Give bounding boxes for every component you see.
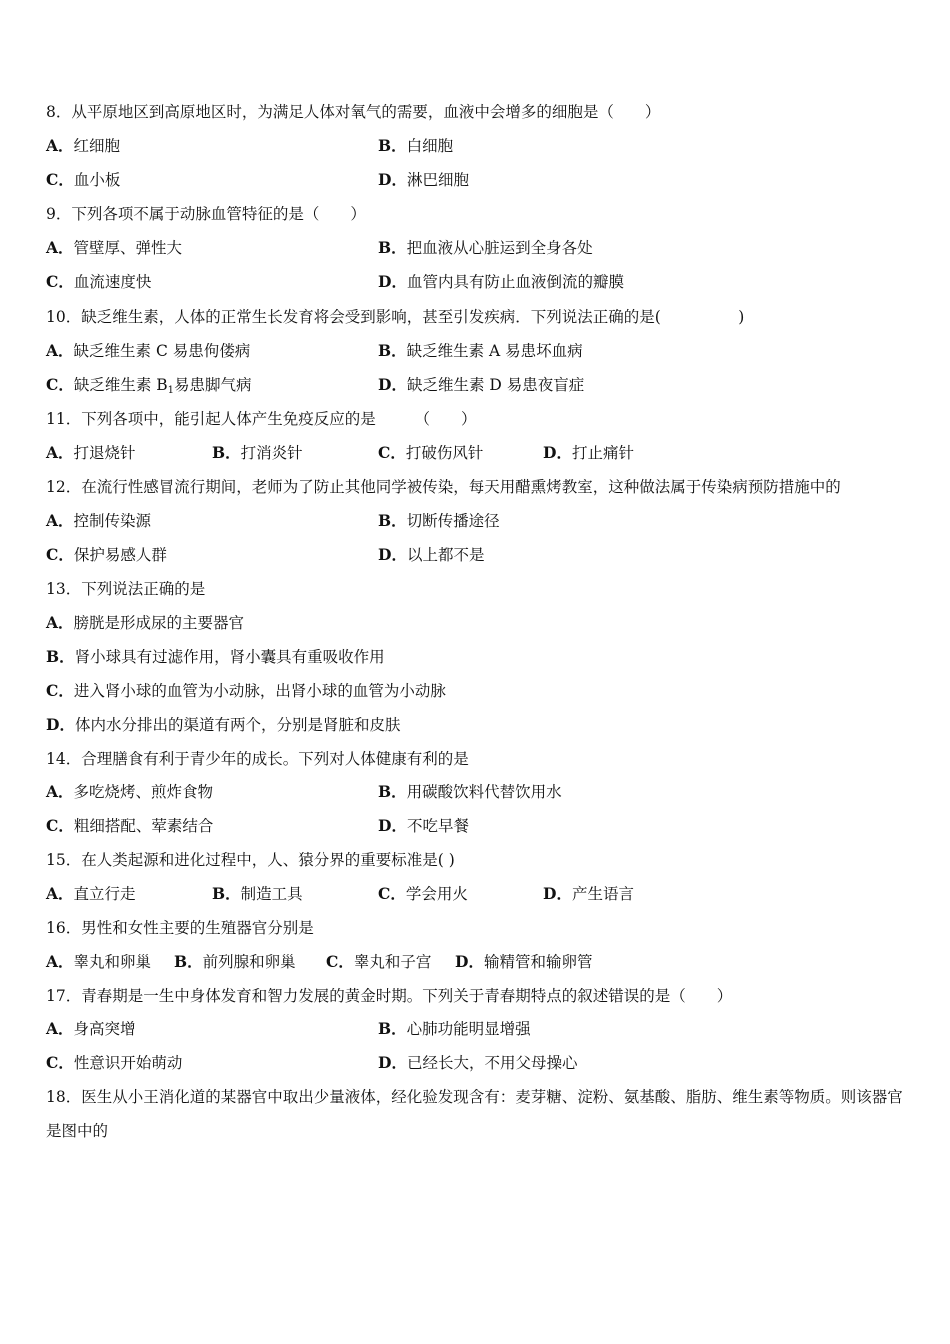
q13-option-d: D．体内水分排出的渠道有两个，分别是肾脏和皮肤	[46, 715, 401, 734]
q15-option-c: C．学会用火	[378, 884, 468, 903]
q9-option-b: B．把血液从心脏运到全身各处	[378, 238, 593, 257]
q13-option-b: B．肾小球具有过滤作用，肾小囊具有重吸收作用	[46, 647, 385, 666]
question-15-stem: 15．在人类起源和进化过程中，人、猿分界的重要标准是( )	[46, 851, 455, 869]
q11-option-d: D．打止痛针	[543, 443, 634, 462]
q16-option-c: C．睾丸和子宫	[326, 952, 432, 971]
q14-option-b: B．用碳酸饮料代替饮用水	[378, 782, 562, 801]
q9-option-c: C．血流速度快	[46, 272, 152, 291]
q17-option-c: C．性意识开始萌动	[46, 1053, 183, 1072]
q10-option-c: C．缺乏维生素 $B_1$易患脚气病	[46, 375, 252, 396]
q8-option-c: C．血小板	[46, 170, 121, 189]
q12-option-b: B．切断传播途径	[378, 511, 500, 530]
q13-option-a: A．膀胱是形成尿的主要器官	[46, 613, 245, 632]
q12-option-c: C．保护易感人群	[46, 545, 167, 564]
q9-option-d: D．血管内具有防止血液倒流的瓣膜	[378, 272, 624, 291]
question-8-stem: 8．从平原地区到高原地区时，为满足人体对氧气的需要，血液中会增多的细胞是（ ）	[46, 103, 661, 121]
q17-option-b: B．心肺功能明显增强	[378, 1019, 531, 1038]
q17-option-d: D．已经长大，不用父母操心	[378, 1053, 578, 1072]
question-13-stem: 13．下列说法正确的是	[46, 580, 206, 598]
q16-option-d: D．输精管和输卵管	[455, 952, 593, 971]
q11-option-b: B．打消炎针	[212, 443, 303, 462]
q16-option-b: B．前列腺和卵巢	[174, 952, 296, 971]
q11-option-a: A．打退烧针	[46, 443, 136, 462]
question-16-stem: 16．男性和女性主要的生殖器官分别是	[46, 919, 314, 937]
q8-option-a: A．红细胞	[46, 136, 121, 155]
q14-option-c: C．粗细搭配、荤素结合	[46, 816, 214, 835]
q15-option-a: A．直立行走	[46, 884, 136, 903]
q10-option-d: D．缺乏维生素 D 易患夜盲症	[378, 375, 585, 394]
q8-option-b: B．白细胞	[378, 136, 454, 155]
q17-option-a: A．身高突增	[46, 1019, 136, 1038]
q15-option-d: D．产生语言	[543, 884, 634, 903]
question-17-stem: 17．青春期是一生中身体发育和智力发展的黄金时期。下列关于青春期特点的叙述错误的是（ ）	[46, 987, 733, 1005]
q12-option-a: A．控制传染源	[46, 511, 152, 530]
q16-option-a: A．睾丸和卵巢	[46, 952, 152, 971]
q9-option-a: A．管壁厚、弹性大	[46, 238, 183, 257]
q13-option-c: C．进入肾小球的血管为小动脉，出肾小球的血管为小动脉	[46, 681, 446, 700]
q10-option-b: B．缺乏维生素 A 易患坏血病	[378, 341, 583, 360]
q15-option-b: B．制造工具	[212, 884, 303, 903]
question-11-stem: 11．下列各项中，能引起人体产生免疫反应的是 （ ）	[46, 410, 477, 428]
q8-option-d: D．淋巴细胞	[378, 170, 469, 189]
q12-option-d: D．以上都不是	[378, 545, 485, 564]
q10-option-a: A．缺乏维生素 C 易患佝偻病	[46, 341, 251, 360]
question-12-stem: 12．在流行性感冒流行期间，老师为了防止其他同学被传染，每天用醋熏烤教室，这种做法属于传染病预防措施中的	[46, 478, 841, 496]
q11-option-c: C．打破伤风针	[378, 443, 484, 462]
q14-option-d: D．不吃早餐	[378, 816, 469, 835]
question-14-stem: 14．合理膳食有利于青少年的成长。下列对人体健康有利的是	[46, 750, 469, 768]
q14-option-a: A．多吃烧烤、煎炸食物	[46, 782, 214, 801]
question-18-stem: 18．医生从小王消化道的某器官中取出少量液体，经化验发现含有：麦芽糖、淀粉、氨基酸、脂肪、维生素等物质。则该器官是图中的	[46, 1088, 903, 1140]
question-10-stem: 10．缺乏维生素，人体的正常生长发育将会受到影响，甚至引发疾病．下列说法正确的是( )	[46, 308, 745, 326]
question-9-stem: 9．下列各项不属于动脉血管特征的是（ ）	[46, 205, 366, 223]
